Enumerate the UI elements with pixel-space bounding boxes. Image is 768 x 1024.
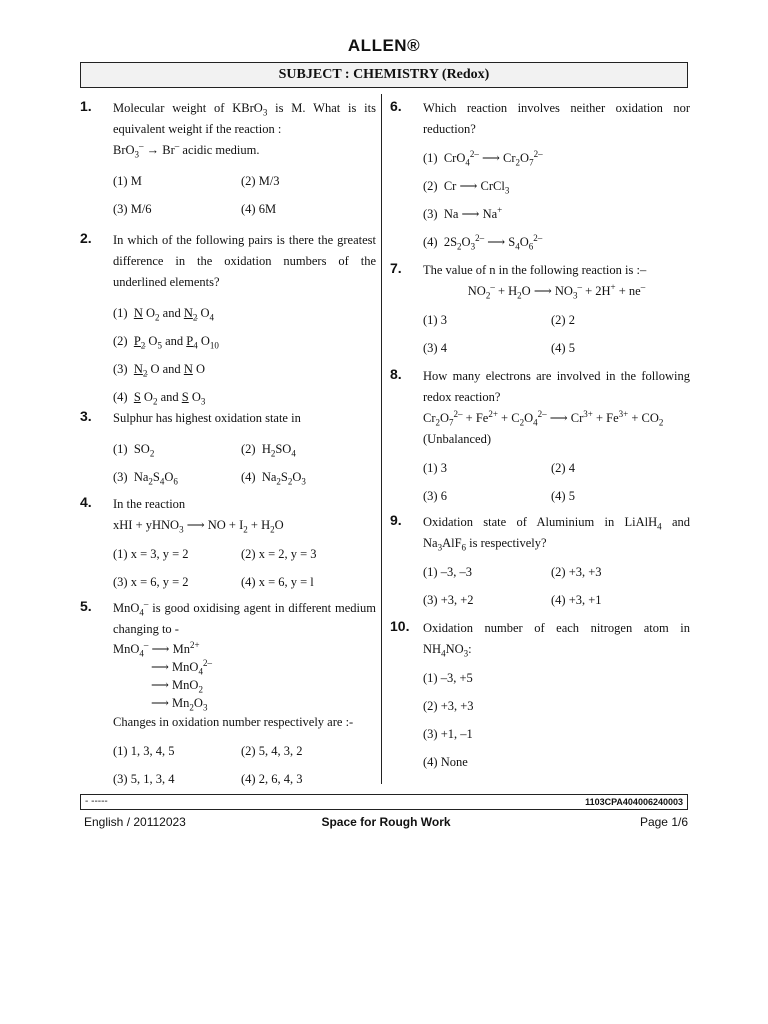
right-column <box>390 98 690 776</box>
question-5 <box>80 598 376 793</box>
subject-banner: SUBJECT : CHEMISTRY (Redox) <box>80 62 688 88</box>
reaction-equation: xHI + yHNO$_3$ ⟶ NO + $I_2 + H_2O$ <box>113 518 284 535</box>
option-3: (3) 5, 1, 3, 4 <box>113 772 175 786</box>
question-number: 9. <box>390 512 402 528</box>
option-2: (2) 2 <box>551 313 575 327</box>
question-text: Oxidation state of Aluminium in LiAlH$_4$ and $Na_3AlF_6$ is respectively? <box>423 515 690 553</box>
option-3: (3) $Na_2S_4O_6$ <box>113 470 178 487</box>
option-4: (4) 5 <box>551 489 575 503</box>
question-7 <box>390 260 690 366</box>
question-number: 10. <box>390 618 410 634</box>
option-2: (2) M/3 <box>241 174 280 188</box>
option-2: (2) Cr ⟶ CrCl$_3$ <box>423 179 510 196</box>
question-8 <box>390 366 690 512</box>
allen-logo: ALLEN® <box>347 36 421 55</box>
question-text: In which of the following pairs is there the greatest difference in the oxidation numbers of the underlined elements? <box>113 233 376 289</box>
left-column <box>80 98 376 793</box>
reaction-line: ⟶ MnO$_4^{2-}$ <box>151 657 212 677</box>
option-1: (1) 3 <box>423 313 447 327</box>
question-3 <box>80 408 376 494</box>
question-number: 7. <box>390 260 402 276</box>
option-2: (2) $P_2$ $O_5$ and $P_4$ $O_{10}$ <box>113 334 219 351</box>
option-1: (1) –3, +5 <box>423 671 473 685</box>
footer-language-date: English / 20112023 <box>84 815 186 829</box>
reaction-line: MnO$_4$– ⟶ $Mn^{2+}$ <box>113 639 200 659</box>
option-4: (4) None <box>423 755 468 769</box>
option-4: (4) 5 <box>551 341 575 355</box>
option-3: (3) M/6 <box>113 202 152 216</box>
question-6 <box>390 98 690 260</box>
question-number: 6. <box>390 98 402 114</box>
question-number: 3. <box>80 408 92 424</box>
question-text: The value of n in the following reaction is :– <box>423 263 647 277</box>
question-text: How many electrons are involved in the following redox reaction? <box>423 369 690 404</box>
column-divider <box>381 94 382 784</box>
option-3: (3) +3, +2 <box>423 593 474 607</box>
option-4: (4) x = 6, y = l <box>241 575 314 589</box>
option-1: (1) CrO$_4^{2-}$ ⟶ $Cr_2O_7^{2-}$ <box>423 148 543 168</box>
option-2: (2) $H_2SO_4$ <box>241 442 296 459</box>
option-2: (2) +3, +3 <box>423 699 474 713</box>
reaction-equation: $Cr_2O_7^{2-} + Fe^{2+} + C_2O_4^{2-}$ ⟶ $Cr^{3+} + Fe^{3+} + CO_2$ <box>423 408 664 428</box>
question-number: 4. <box>80 494 92 510</box>
option-4: (4) S $O_2$ and S $O_3$ <box>113 390 206 407</box>
footer-code-box <box>80 794 688 810</box>
option-4: (4) $2S_2O_3^{2-}$ ⟶ $S_4O_6^{2-}$ <box>423 232 543 252</box>
option-1: (1) 3 <box>423 461 447 475</box>
option-3: (3) +1, –1 <box>423 727 473 741</box>
question-number: 8. <box>390 366 402 382</box>
question-text: Which reaction involves neither oxidation nor reduction? <box>423 101 690 136</box>
question-number: 1. <box>80 98 92 114</box>
question-text: Oxidation number of each nitrogen atom in $NH_4NO_3$: <box>423 621 690 659</box>
question-10 <box>390 618 690 776</box>
option-2: (2) +3, +3 <box>551 565 602 579</box>
option-2: (2) x = 2, y = 3 <box>241 547 317 561</box>
question-number: 5. <box>80 598 92 614</box>
option-1: (1) N $O_2$ and $N_2$ $O_4$ <box>113 306 215 323</box>
question-text: MnO$_4$– is good oxidising agent in different medium changing to - <box>113 598 376 636</box>
option-3: (3) 4 <box>423 341 447 355</box>
paper-code: 1103CPA404006240003 <box>585 797 683 807</box>
question-number: 2. <box>80 230 92 246</box>
footer-rough-work: Space for Rough Work <box>321 815 451 829</box>
option-3: (3) $N_2$ O and N O <box>113 362 205 379</box>
question-2 <box>80 230 376 408</box>
question-text: Sulphur has highest oxidation state in <box>113 411 301 425</box>
option-1: (1) –3, –3 <box>423 565 472 579</box>
option-1: (1) M <box>113 174 142 188</box>
option-1: (1) 1, 3, 4, 5 <box>113 744 175 758</box>
question-1 <box>80 98 376 230</box>
question-4 <box>80 494 376 598</box>
question-subtext: Changes in oxidation number respectively are :- <box>113 715 354 729</box>
question-note: (Unbalanced) <box>423 432 492 446</box>
option-3: (3) Na ⟶ Na+ <box>423 204 503 221</box>
option-4: (4) 2, 6, 4, 3 <box>241 772 303 786</box>
option-3: (3) x = 6, y = 2 <box>113 575 189 589</box>
option-3: (3) 6 <box>423 489 447 503</box>
reaction-line: ⟶ $Mn_2O_3$ <box>151 696 208 713</box>
reaction-line: ⟶ MnO$_2$ <box>151 678 203 695</box>
option-4: (4) 6M <box>241 202 277 216</box>
option-4: (4) +3, +1 <box>551 593 602 607</box>
footer-page-number: Page 1/6 <box>639 815 688 829</box>
reaction-equation: $NO_2^- + H_2O$ ⟶ $NO_3^- + 2H^+ + ne^-$ <box>467 281 646 301</box>
option-2: (2) 5, 4, 3, 2 <box>241 744 303 758</box>
question-text: Molecular weight of KBrO$_3$ is M. What is its equivalent weight if the reaction : <box>113 101 376 136</box>
footer-box-left: - ----- <box>85 796 108 807</box>
question-9 <box>390 512 690 618</box>
option-4: (4) $Na_2S_2O_3$ <box>241 470 306 487</box>
option-2: (2) 4 <box>551 461 575 475</box>
option-1: (1) $SO_2$ <box>113 442 155 459</box>
option-1: (1) x = 3, y = 2 <box>113 547 189 561</box>
question-text: In the reaction <box>113 497 186 511</box>
reaction-equation: BrO$_3$– → Br– acidic medium. <box>113 140 260 160</box>
